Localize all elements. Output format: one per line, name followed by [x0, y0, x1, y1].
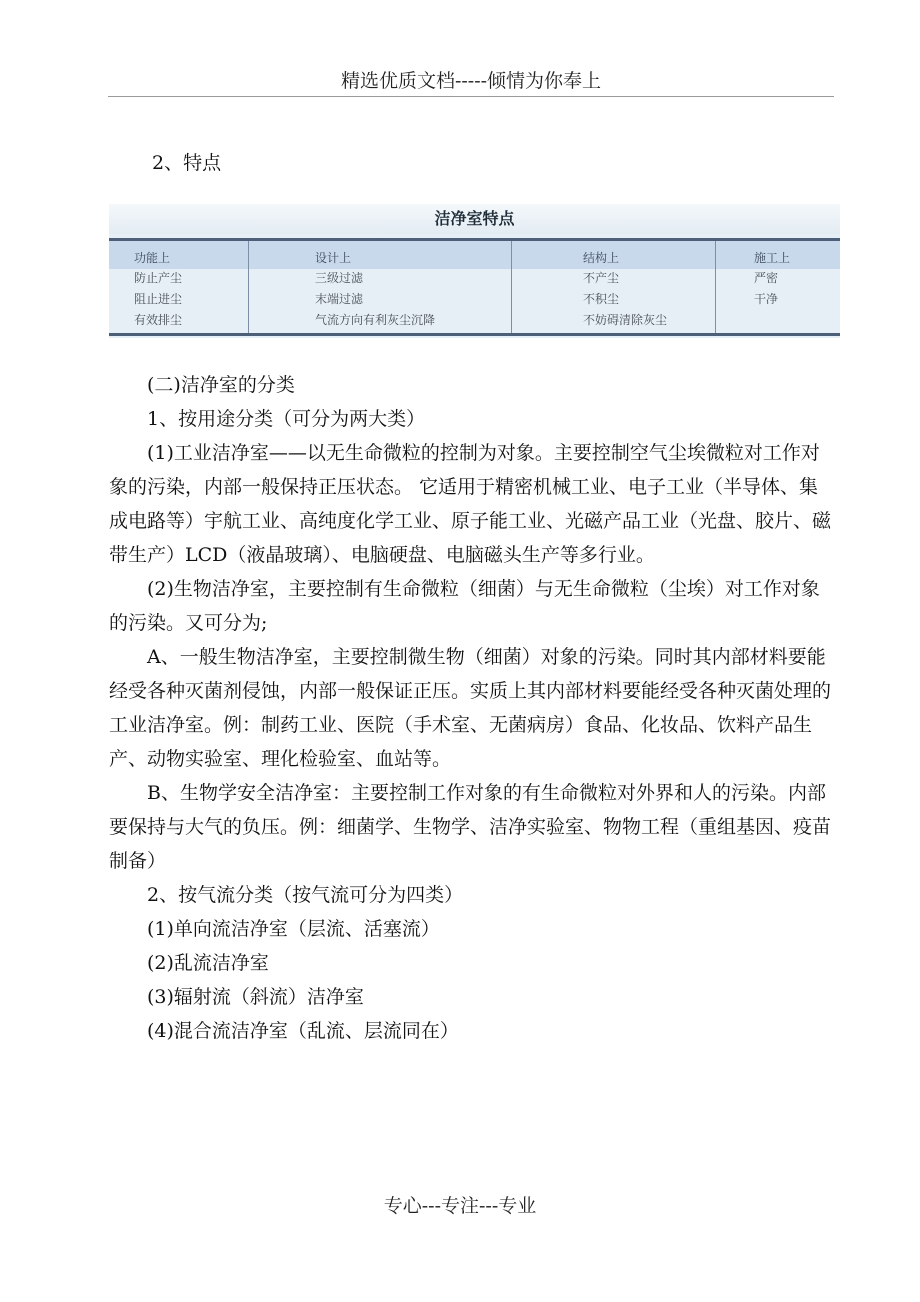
subheading: 1、按用途分类（可分为两大类） — [147, 408, 426, 430]
figure-title: 洁净室特点 — [109, 204, 840, 234]
table-cell: 严密 — [754, 271, 779, 285]
table-column-divider — [511, 241, 512, 333]
table-cell: 三级过滤 — [315, 271, 364, 285]
subheading: 2、按气流分类（按气流可分为四类） — [147, 884, 464, 906]
paragraph: B、生物学安全洁净室：主要控制工作对象的有生命微粒对外界和人的污染。内部要保持与大气的负压。例：细菌学、生物学、洁净实验室、物物工程（重组基因、疫苗制备） — [109, 782, 832, 872]
table-header-structure: 结构上 — [583, 251, 620, 265]
table-cell: 不妨碍清除灰尘 — [583, 313, 668, 327]
table-header-design: 设计上 — [315, 251, 352, 265]
paragraph: (2)生物洁净室，主要控制有生命微粒（细菌）与无生命微粒（尘埃）对工作对象的污染。又可分为; — [109, 578, 820, 634]
table-cell: 末端过滤 — [315, 292, 364, 306]
table-column-divider — [248, 241, 249, 333]
list-item: (1)单向流洁净室（层流、活塞流） — [147, 918, 440, 940]
list-item: (4)混合流洁净室（乱流、层流同在） — [147, 1020, 459, 1042]
table-header-row — [109, 241, 840, 269]
table-bottom-rule — [109, 333, 840, 336]
table-cell: 阻止进尘 — [134, 292, 183, 306]
list-item: (3)辐射流（斜流）洁净室 — [147, 986, 364, 1008]
paragraph: (1)工业洁净室——以无生命微粒的控制为对象。主要控制空气尘埃微粒对工作对象的污染，内部一般保持正压状态。 它适用于精密机械工业、电子工业（半导体、集成电路等）宇航工业、高纯度化学工业、原子能工业、光磁产品工业（光盘、胶片、磁带生产）LCD（液晶玻璃）、电脑硬盘、电脑磁头生产等多行业。 — [109, 442, 832, 566]
table-cell: 不产尘 — [583, 271, 620, 285]
page-header: 精选优质文档-----倾情为你奉上 — [108, 66, 834, 97]
table-column-divider — [715, 241, 716, 333]
list-item: (2)乱流洁净室 — [147, 952, 269, 974]
table-header-construction: 施工上 — [754, 251, 791, 265]
table-cell: 气流方向有利灰尘沉降 — [315, 313, 436, 327]
table-header-functional: 功能上 — [134, 251, 171, 265]
paragraph: A、一般生物洁净室，主要控制微生物（细菌）对象的污染。同时其内部材料要能经受各种灭菌剂侵蚀，内部一般保证正压。实质上其内部材料要能经受各种灭菌处理的工业洁净室。例：制药工业、医院（手术室、无菌病房）食品、化妆品、饮料产品生产、动物实验室、理化检验室、血站等。 — [109, 646, 832, 770]
subheading: (二)洁净室的分类 — [147, 374, 295, 396]
section-title: 2、特点 — [152, 152, 222, 174]
table-cell: 有效排尘 — [134, 313, 183, 327]
document-body — [109, 368, 835, 1048]
features-table-figure — [109, 204, 840, 338]
table-cell: 干净 — [754, 292, 779, 306]
table-cell: 防止产尘 — [134, 271, 183, 285]
table-cell: 不积尘 — [583, 292, 620, 306]
page-footer: 专心---专注---专业 — [383, 1195, 537, 1217]
